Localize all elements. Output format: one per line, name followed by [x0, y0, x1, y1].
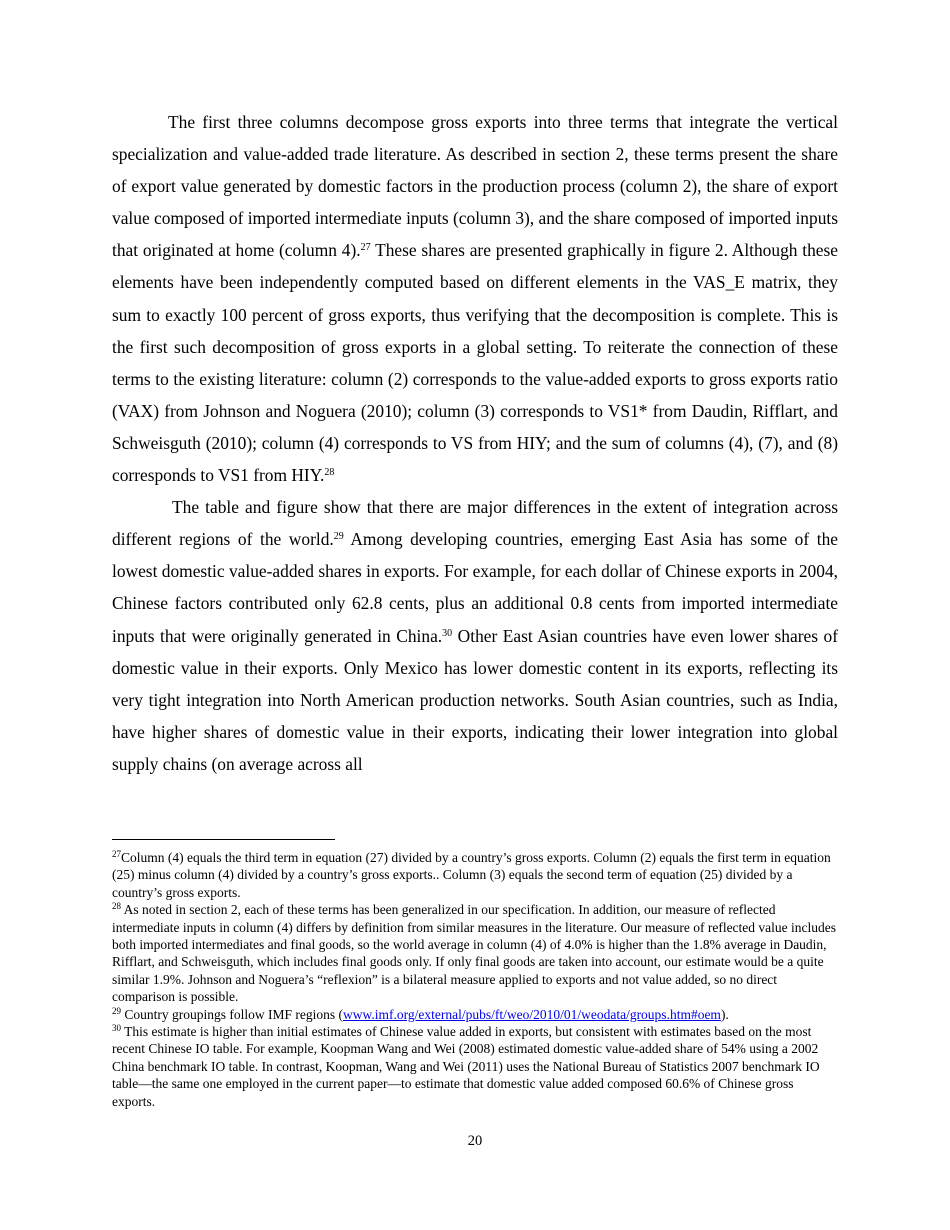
footnote-28 — [112, 901, 838, 1005]
paragraph-decomposition — [112, 106, 838, 491]
footnote-ref-27[interactable]: 27 — [360, 242, 371, 254]
footnote-27 — [112, 849, 838, 901]
footnote-number: 29 — [112, 1005, 121, 1016]
footnotes-section — [112, 849, 838, 1110]
footnote-ref-30[interactable]: 30 — [442, 627, 453, 639]
footnote-text: Column (4) equals the third term in equation (27) divided by a country’s gross exports. Column (2) equals the first term in equation (25) minus column (4) divided by a country’s gross exports.. Column (3) equals the second term of equation (25) divided by a country’s gross exports. — [112, 850, 831, 900]
footnote-ref-28[interactable]: 28 — [324, 467, 335, 479]
footnote-30 — [112, 1023, 838, 1110]
footnote-number: 27 — [112, 849, 121, 859]
footnote-text: This estimate is higher than initial estimates of Chinese value added in exports, but consistent with estimates based on the most recent Chinese IO table. For example, Koopman Wang and Wei (2008) estimated domestic value-added share of 54% using a 2002 China benchmark IO table. In contrast, Koopman, Wang and Wei (2011) uses the National Bureau of Statistics 2007 benchmark IO table—the same one employed in the current paper—to estimate that domestic value added composed 60.6% of Chinese gross exports. — [112, 1024, 820, 1109]
paragraph-text: The first three columns decompose gross exports into three terms that integrate the vertical specialization and value-added trade literature. As described in section 2, these terms present the share of export value generated by domestic factors in the production process (column 2), the share of export value composed of imported intermediate inputs (column 3), and the share composed of imported inputs that originated at home (column 4). — [112, 112, 838, 261]
footnote-text: Country groupings follow IMF regions ( — [121, 1006, 343, 1022]
footnote-text: As noted in section 2, each of these terms has been generalized in our specification. In addition, our measure of reflected intermediate inputs in column (4) differs by definition from similar measures in the literature. Our measure of reflected value includes both imported intermediates and final goods, so the world average in column (4) of 4.0% is higher than the 1.8% average in Daudin, Rifflart, and Schweisguth, which includes final goods only. If only final goods are taken into account, our estimate would be a quite similar 1.9%. Johnson and Noguera’s “reflexion” is a bilateral measure applied to exports and not value added, so no direct comparison is possible. — [112, 902, 837, 1005]
footnote-separator — [112, 839, 335, 840]
paragraph-text: The table and figure show that there are major differences in the extent of integration across different regions of the world. — [112, 497, 838, 550]
main-body-text — [112, 106, 838, 780]
page-number: 20 — [467, 1133, 483, 1149]
paragraph-text: Among developing countries, emerging East Asia has some of the lowest domestic value-added shares in exports. For example, for each dollar of Chinese exports in 2004, Chinese factors contributed only 62.8 cents, plus an additional 0.8 cents from imported intermediate inputs that were originally generated in China. — [112, 529, 838, 646]
footnote-number: 28 — [112, 901, 121, 912]
footnote-text: ). — [720, 1006, 729, 1022]
paragraph-regional-differences — [112, 491, 838, 780]
paragraph-text: These shares are presented graphically in figure 2. Although these elements have been independently computed based on different elements in the VAS_E matrix, they sum to exactly 100 percent of gross exports, thus verifying that the decomposition is complete. This is the first such decomposition of gross exports in a global setting. To reiterate the connection of these terms to the existing literature: column (2) corresponds to the value-added exports to gross exports ratio (VAX) from Johnson and Noguera (2010); column (3) corresponds to VS1* from Daudin, Rifflart, and Schweisguth (2010); column (4) corresponds to VS from HIY; and the sum of columns (4), (7), and (8) corresponds to VS1 from HIY. — [112, 240, 839, 486]
footnote-number: 30 — [112, 1023, 121, 1034]
imf-regions-link[interactable]: www.imf.org/external/pubs/ft/weo/2010/01/weodata/groups.htm#oem — [343, 1006, 721, 1022]
paragraph-text: Other East Asian countries have even lower shares of domestic value in their exports. Only Mexico has lower domestic content in its exports, reflecting its very tight integration into North American production networks. South Asian countries, such as India, have higher shares of domestic value in their exports, indicating their lower integration into global supply chains (on average across all — [112, 625, 838, 774]
footnote-ref-29[interactable]: 29 — [333, 531, 344, 543]
footnote-29 — [112, 1006, 838, 1023]
